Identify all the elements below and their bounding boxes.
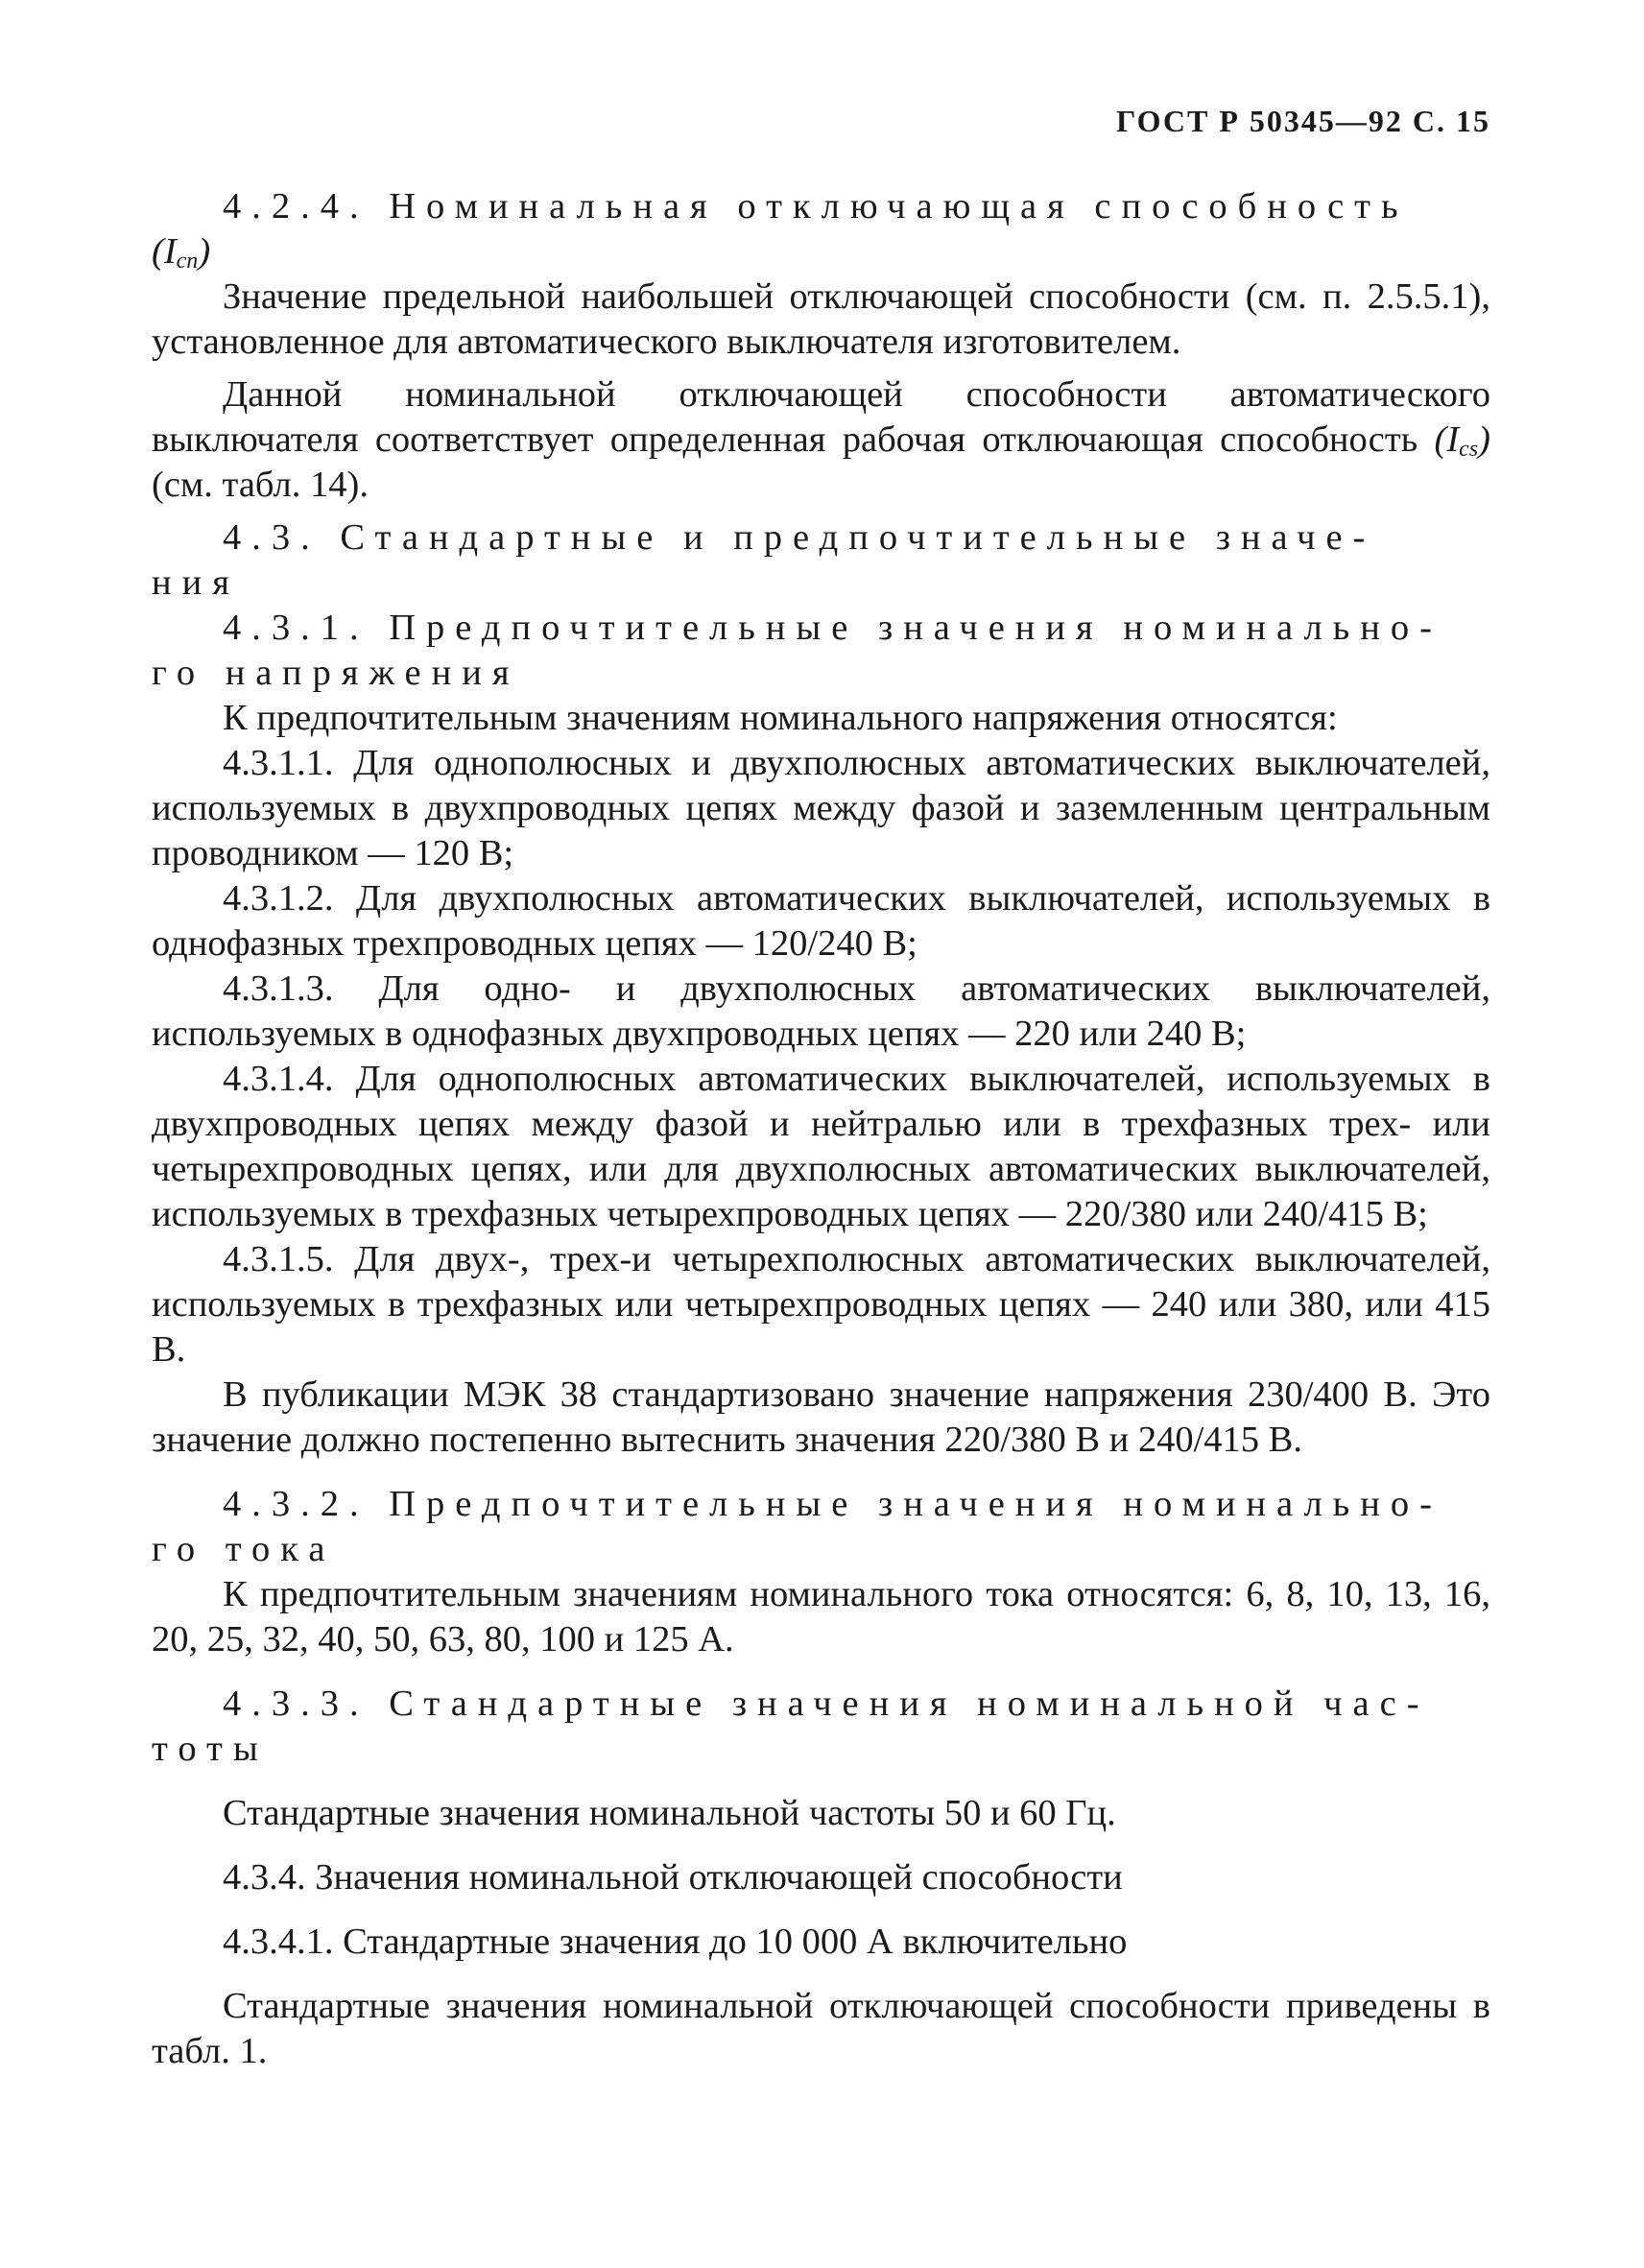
list-item-4-3-1-5: 4.3.1.5. Для двух-, трех-и четырехполюсных автоматических выключателей, используемых в трехфазных или четырехпроводных цепях — 240 или 380, или 415 В. [152,1239,1490,1370]
section-4-3-3-text: Стандартные значения номинальной частоты 50 и 60 Гц. [223,1793,1116,1833]
symbol-ics-letter: (I [1434,419,1460,460]
list-item-4-3-1-3: 4.3.1.3. Для одно- и двухполюсных автоматических выключателей, используемых в однофазных двухпроводных цепях — 220 или 240 В; [152,968,1490,1054]
list-item-4-3-1-1: 4.3.1.1. Для однополюсных и двухполюсных автоматических выключателей, используемых в двухпроводных цепях между фазой и заземленным центральным проводником — 120 В; [152,743,1490,873]
section-4-3-title-cont: ния [152,562,240,603]
section-4-3-1-title: 4.3.1. Предпочтительные значения номинально- [223,608,1442,648]
section-4-3-title [152,515,1490,561]
symbol-icn-sub: cn [176,249,199,274]
symbol-icn-letter: (I [152,231,177,272]
symbol-ics-sub: cs [1459,437,1479,462]
section-4-3-3-title: 4.3.3. Стандартные значения номинальной час- [223,1683,1430,1724]
section-4-2-4-para2 [152,372,1490,508]
para2-end: (см. табл. 14). [152,465,369,505]
symbol-icn-close: ) [198,231,211,272]
section-4-3-1-intro: К предпочтительным значениям номинального напряжения относятся: [223,698,1338,738]
section-4-2-4-para1: Значение предельной наибольшей отключающей способности (см. п. 2.5.5.1), установленное для автоматического выключателя изготовителем. [152,276,1490,362]
section-4-2-4-title [152,184,1490,229]
list-item-4-3-1-2: 4.3.1.2. Для двухполюсных автоматических выключателей, используемых в однофазных трехпроводных цепях — 120/240 В; [152,878,1490,964]
page-header: ГОСТ Р 50345—92 С. 15 [1116,104,1490,138]
symbol-icn [152,231,210,272]
section-4-3-1-title-cont: го напряжения [152,653,520,693]
section-4-3-2-title: 4.3.2. Предпочтительные значения номинально- [223,1484,1442,1524]
section-4-3-3-title-cont: тоты [152,1729,269,1769]
section-4-3-4-title: 4.3.4. Значения номинальной отключающей способности [223,1857,1123,1898]
section-4-3-2-title-cont: го тока [152,1529,336,1569]
section-4-2-4-symbol [152,229,1490,275]
symbol-ics [1435,419,1490,460]
section-4-3-4-1-text: Стандартные значения номинальной отключающей способности приведены в табл. 1. [152,1986,1490,2071]
section-4-3-4-1-title: 4.3.4.1. Стандартные значения до 10 000 А включительно [223,1922,1128,1962]
symbol-ics-close: ) [1478,419,1490,460]
para2-start: Данной номинальной отключающей способности автоматического выключателя соответствует определенная рабочая отключающая способность [152,374,1490,460]
section-4-3-title-line1: 4.3. Стандартные и предпочтительные значе- [223,517,1376,558]
document-body [152,184,1490,2074]
list-item-4-3-1-4: 4.3.1.4. Для однополюсных автоматических выключателей, используемых в двухпроводных цепях между фазой и нейтралью или в трехфазных трех- или четырехпроводных цепях, или для двухполюсных автоматических выключателей, используемых в трехфазных четырехпроводных цепях — 220/380 или 240/415 В; [152,1059,1490,1234]
section-4-2-4-title-text: 4.2.4. Номинальная отключающая способность [223,186,1409,227]
section-4-3-1-note: В публикации МЭК 38 стандартизовано значение напряжения 230/400 В. Это значение должно постепенно вытеснить значения 220/380 В и 240/415 В. [152,1374,1490,1460]
section-4-3-2-text: К предпочтительным значениям номинального тока относятся: 6, 8, 10, 13, 16, 20, 25, 32, 40, 50, 63, 80, 100 и 125 А. [152,1574,1490,1659]
